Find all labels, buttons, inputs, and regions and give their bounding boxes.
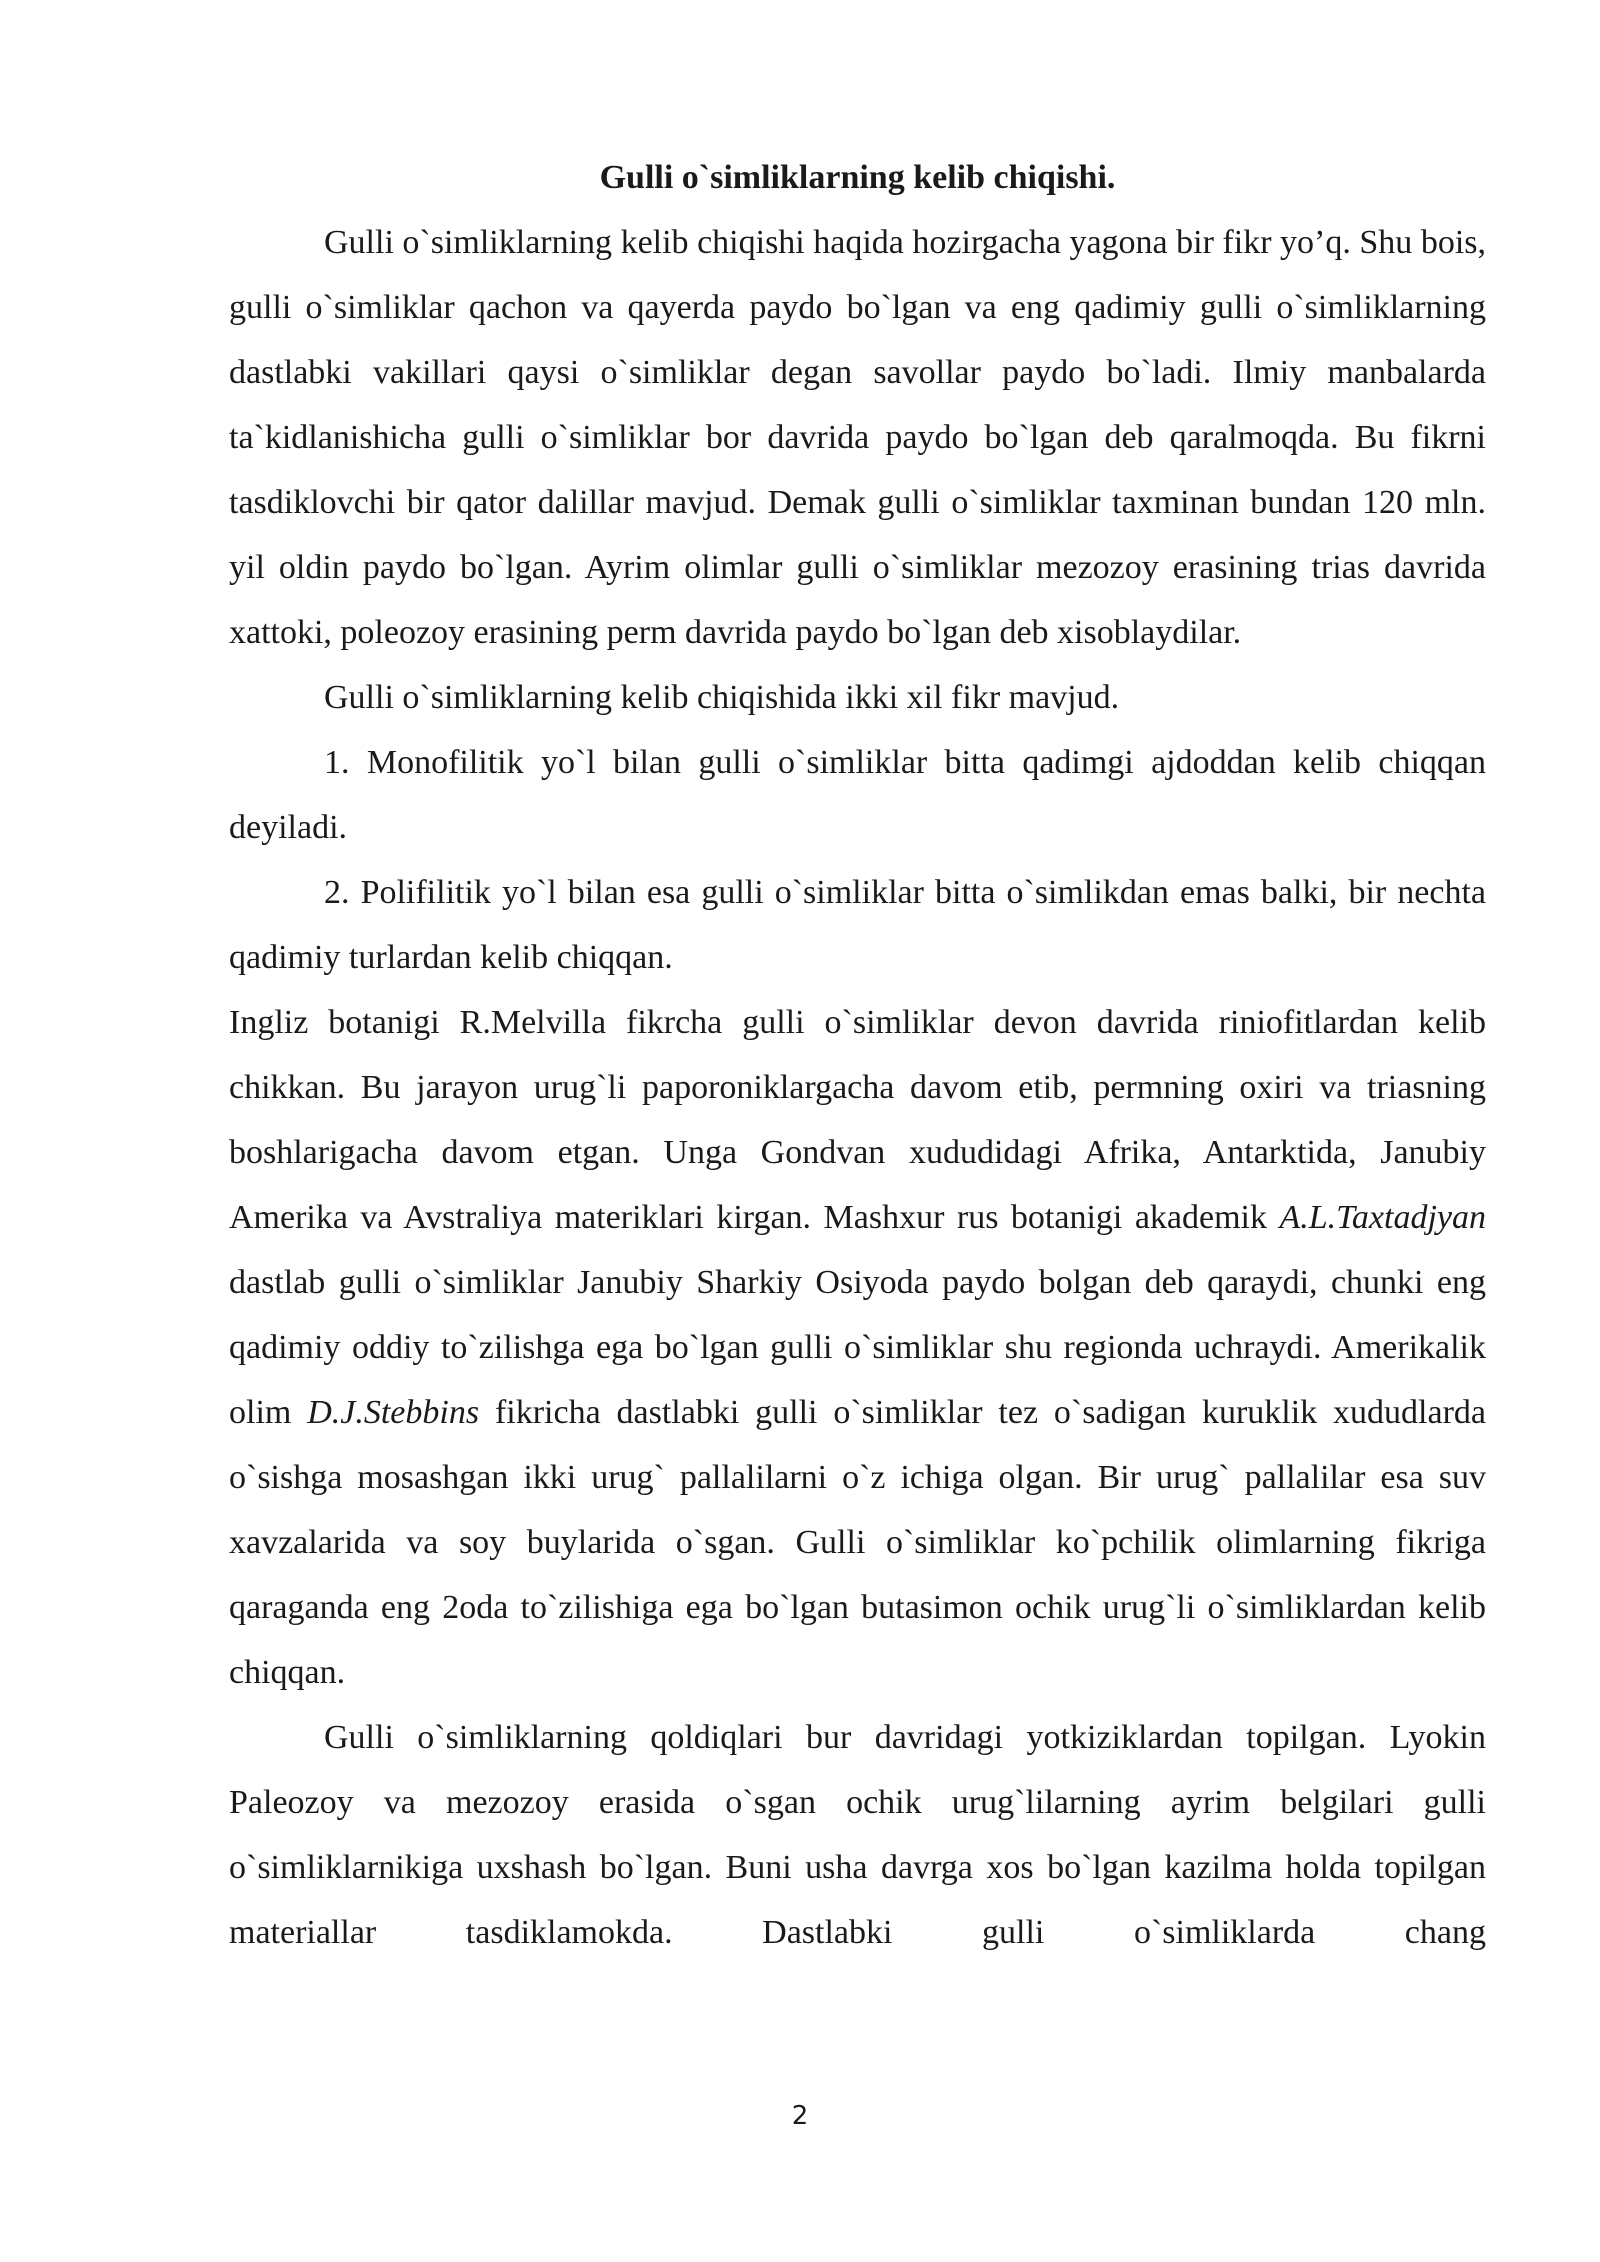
paragraph-polyphyletic: 2. Polifilitik yo`l bilan esa gulli o`simliklar bitta o`simlikdan emas balki, bir nechta qadimiy turlardan kelib chiqqan. [229,874,1486,976]
author-name-italic: A.L.Taxtadjyan [1279,1199,1486,1236]
paragraph-fossils: Gulli o`simliklarning qoldiqlari bur davridagi yotkiziklardan topilgan. Lyokin Paleozoy va mezozoy erasida o`sgan ochik urug`lilarning ayrim belgilari gulli o`simliklarnikiga uxshash bo`lgan. Buni usha davrga xos bo`lgan kazilma holda topilgan materiallar tasdiklamokda. Dastlabki gulli o`simliklarda chang [229,1719,1486,1951]
paragraph-intro: Gulli o`simliklarning kelib chiqishi haqida hozirgacha yagona bir fikr yo’q. Shu bois, gulli o`simliklar qachon va qayerda paydo bo`lgan va eng qadimiy gulli o`simliklarning dastlabki vakillari qaysi o`simliklar degan savollar paydo bo`ladi. Ilmiy manbalarda ta`kidlanishicha gulli o`simliklar bor davrida paydo bo`lgan deb qaralmoqda. Bu fikrni tasdiklovchi bir qator dalillar mavjud. Demak gulli o`simliklar taxminan bundan 120 mln. yil oldin paydo bo`lgan. Ayrim olimlar gulli o`simliklar mezozoy erasining trias davrida xattoki, poleozoy erasining perm davrida paydo bo`lgan deb xisoblaydilar. [229,224,1486,651]
paragraph-two-views: Gulli o`simliklarning kelib chiqishida ikki xil fikr mavjud. [324,679,1120,716]
paragraph-text: dastlab gulli o`simliklar Janubiy Sharkiy Osiyoda paydo bolgan deb qaraydi, chunki eng qadimiy oddiy to`zilishga ega bo`lgan gulli o`simliklar shu regionda uchraydi. Amerikalik olim [229,1264,1486,1431]
paragraph-text: fikricha dastlabki gulli o`simliklar tez o`sadigan kuruklik xududlarda o`sishga mosashgan ikki urug` pallalilarni o`z ichiga olgan. Bir urug` pallalilar esa suv xavzalarida va soy buylarida o`sgan. Gulli o`simliklar ko`pchilik olimlarning fikriga qaraganda eng 2oda to`zilishiga ega bo`lgan butasimon ochik urug`li o`simliklardan kelib chiqqan. [229,1394,1487,1691]
paragraph-botanists [229,990,1486,1705]
author-name-italic: D.J.Stebbins [307,1394,480,1431]
paragraph-monophyletic: 1. Monofilitik yo`l bilan gulli o`simliklar bitta qadimgi ajdoddan kelib chiqqan deyiladi. [229,744,1486,846]
page-number: 2 [791,2101,809,2131]
document-title: Gulli o`simliklarning kelib chiqishi. [599,159,1116,196]
paragraph-text: Ingliz botanigi R.Melvilla fikrcha gulli o`simliklar devon davrida riniofitlardan kelib chikkan. Bu jarayon urug`li paporoniklargacha davom etib, permning oxiri va triasning boshlarigacha davom etgan. Unga Gondvan xududidagi Afrika, Antarktida, Janubiy Amerika va Avstraliya materiklari kirgan. Mashxur rus botanigi akademik [229,1004,1486,1236]
document-page [229,145,1486,1965]
